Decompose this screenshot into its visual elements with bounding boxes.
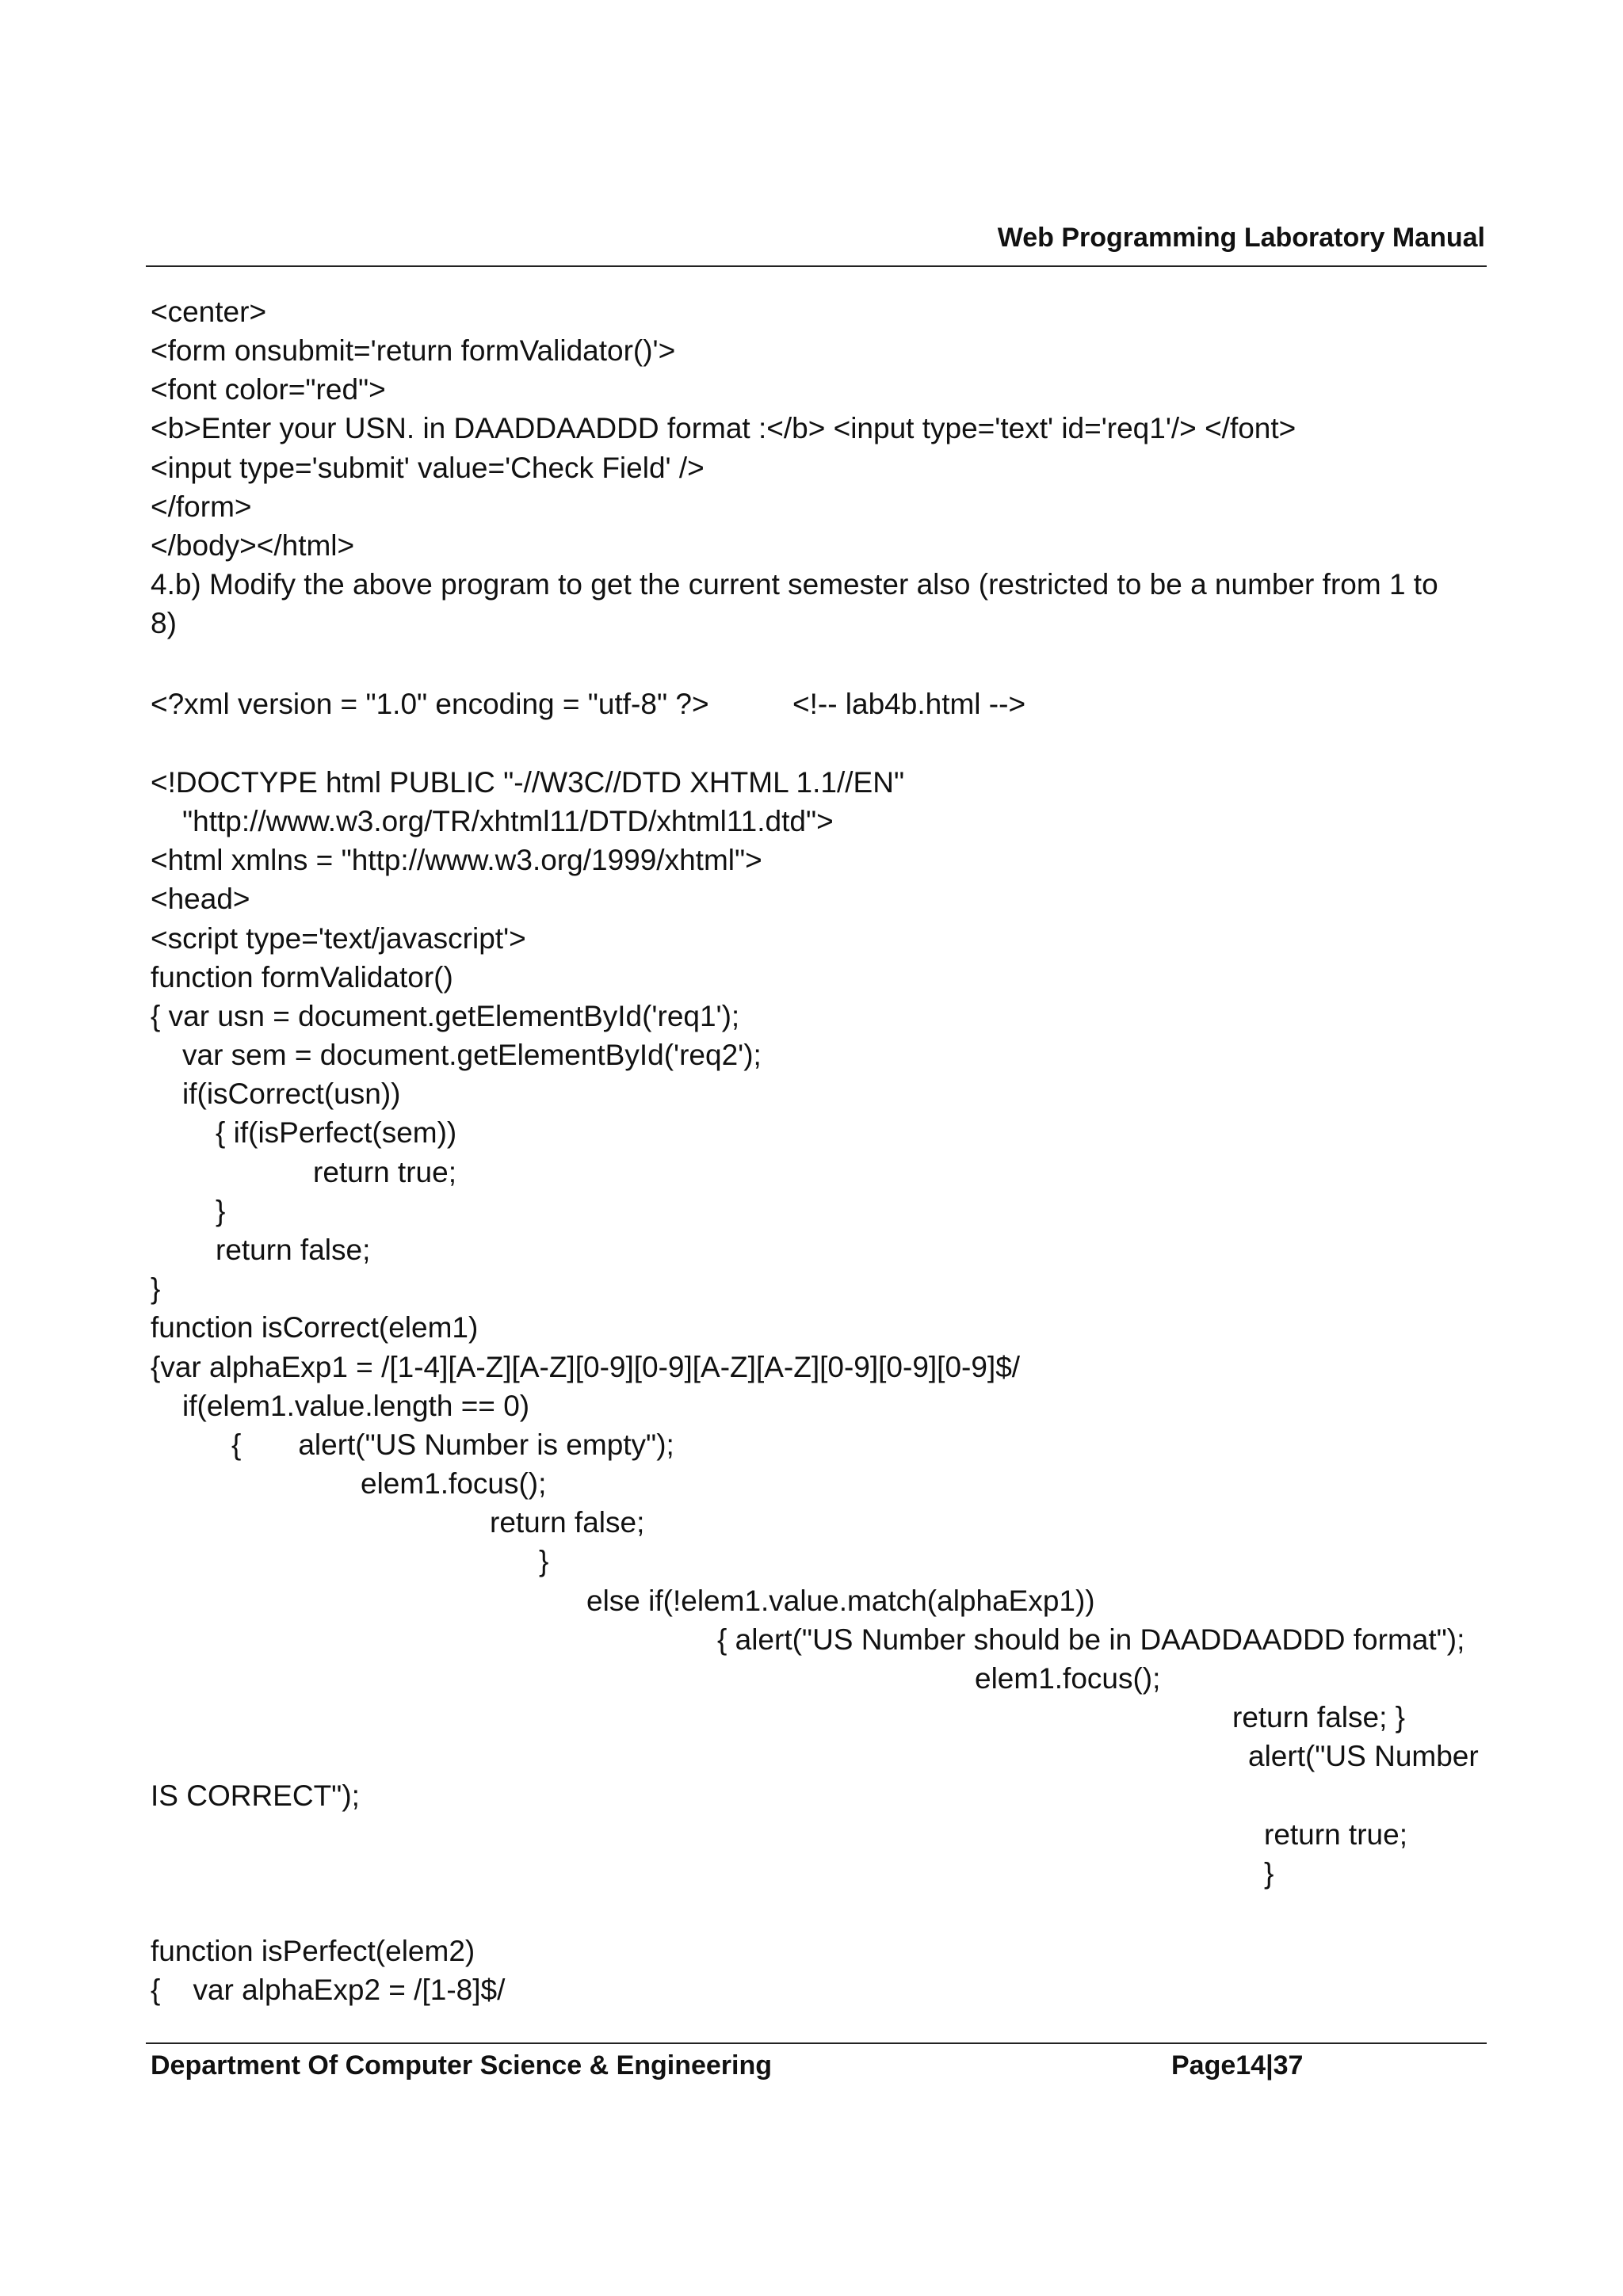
text-line: elem1.focus(); — [361, 1467, 547, 1500]
text-line: <?xml version = "1.0" encoding = "utf-8" ?> — [151, 688, 709, 720]
text-line: else if(!elem1.value.match(alphaExp1)) — [586, 1585, 1095, 1617]
text-line: <b>Enter your USN. in DAADDAADDD format :</b> <input type='text' id='req1'/> </font> — [151, 412, 1296, 444]
text-line: return false; } — [1232, 1701, 1406, 1733]
page-number: Page14|37 — [1171, 2050, 1304, 2081]
text-line: if(elem1.value.length == 0) — [182, 1390, 530, 1422]
department-name: Department Of Computer Science & Engineering — [151, 2050, 773, 2081]
text-line: function formValidator() — [151, 961, 453, 994]
exercise-heading: 4.b) Modify the above program to get the current semester also (restricted to be a number from 1 to — [151, 568, 1438, 601]
file-comment: <!-- lab4b.html --> — [792, 688, 1026, 720]
text-line: { alert("US Number should be in DAADDAADDD format"); — [717, 1623, 1465, 1656]
manual-title: Web Programming Laboratory Manual — [997, 223, 1485, 253]
text-line: <html xmlns = "http://www.w3.org/1999/xhtml"> — [151, 844, 762, 876]
text-line: alert("US Number — [1248, 1740, 1479, 1772]
text-line: { alert("US Number is empty"); — [231, 1428, 674, 1461]
text-line: { if(isPerfect(sem)) — [216, 1116, 457, 1149]
text-line: IS CORRECT"); — [151, 1779, 360, 1812]
text-line: } — [1264, 1857, 1274, 1890]
text-line: <script type='text/javascript'> — [151, 922, 526, 955]
text-line: { var alphaExp2 = /[1-8]$/ — [151, 1974, 506, 2006]
text-line: <head> — [151, 883, 250, 915]
text-line: return false; — [216, 1234, 371, 1266]
exercise-heading-cont: 8) — [151, 607, 177, 639]
text-line: function isPerfect(elem2) — [151, 1935, 475, 1967]
footer-divider — [146, 2042, 1487, 2044]
text-line: elem1.focus(); — [975, 1662, 1161, 1695]
text-line: <center> — [151, 296, 267, 328]
text-line: </body></html> — [151, 529, 355, 562]
text-line: {var alphaExp1 = /[1-4][A-Z][A-Z][0-9][0-9][A-Z][A-Z][0-9][0-9][0-9]$/ — [151, 1351, 1021, 1383]
text-line: <font color="red"> — [151, 373, 386, 406]
text-line: } — [151, 1272, 161, 1305]
text-line: <!DOCTYPE html PUBLIC "-//W3C//DTD XHTML 1.1//EN" — [151, 766, 905, 799]
text-line: } — [216, 1195, 226, 1227]
text-line: <input type='submit' value='Check Field' /> — [151, 452, 705, 484]
text-line: return false; — [490, 1506, 645, 1539]
text-line: var sem = document.getElementById('req2'); — [182, 1039, 762, 1071]
text-line: if(isCorrect(usn)) — [182, 1077, 401, 1110]
text-line: return true; — [313, 1156, 456, 1188]
text-line: { var usn = document.getElementById('req1'); — [151, 1000, 740, 1032]
text-line: } — [539, 1545, 549, 1577]
text-line: "http://www.w3.org/TR/xhtml11/DTD/xhtml11.dtd"> — [182, 805, 834, 837]
text-line: return true; — [1264, 1818, 1407, 1851]
text-line: function isCorrect(elem1) — [151, 1311, 479, 1344]
text-line: <form onsubmit='return formValidator()'> — [151, 334, 676, 367]
header-divider — [146, 265, 1487, 267]
text-line: </form> — [151, 490, 252, 523]
